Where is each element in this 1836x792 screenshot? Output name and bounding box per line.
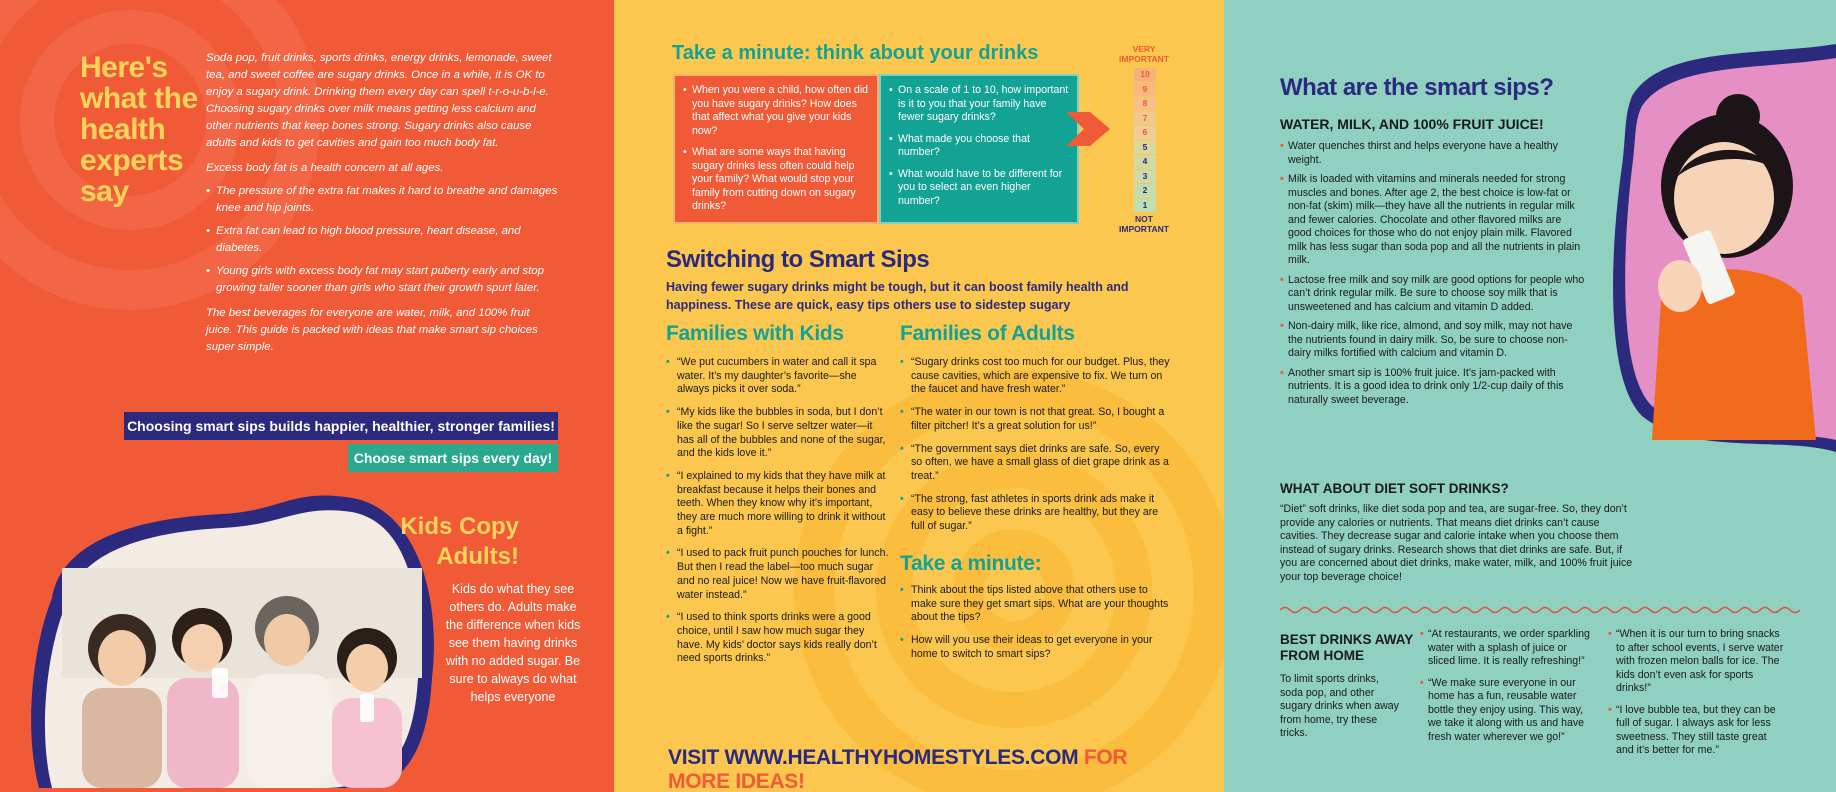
reflection-box-left (673, 74, 879, 224)
smart-sips-list (1280, 140, 1585, 413)
list-item: • “I explained to my kids that they have milk at breakfast because it helps their bones and teeth. When they know why it’s important, they are much more willing to drink it without a fight.” (666, 470, 890, 539)
list-item: • “I used to pack fruit punch pouches for lunch. But then I read the label—too much sugar and no real juice! Now we have fruit-flavored water instead.” (666, 547, 890, 602)
take-a-minute-heading: Take a minute: (900, 552, 1042, 575)
list-item: • Non-dairy milk, like rice, almond, and soy milk, may not have the nutrients found in dairy milk. So, be sure to choose non-dairy milks fortified with calcium and vitamin D. (1280, 320, 1585, 361)
list-item: • What would have to be different for you to select an even higher number? (889, 168, 1069, 209)
family-drinking-milk-photo (22, 478, 440, 788)
away-quotes-middle (1420, 628, 1590, 752)
list-item: • “We make sure everyone in our home has a fun, reusable water bottle they enjoy using. This way, we take it along with us and have fresh water wherever we go!” (1420, 677, 1590, 745)
smart-sips-subheading: WATER, MILK, AND 100% FRUIT JUICE! (1280, 116, 1544, 132)
more-ideas-text: FOR MORE IDEAS! (668, 746, 1128, 792)
fat-lead: Excess body fat is a health concern at all ages. (206, 162, 444, 174)
families-with-kids-heading: Families with Kids (666, 322, 844, 345)
scale-number: 3 (1134, 170, 1156, 184)
think-about-drinks-heading: Take a minute: think about your drinks (672, 42, 1039, 64)
list-item: • “The water in our town is not that great. So, I bought a filter pitcher! It’s a great solution for us!” (900, 406, 1170, 433)
scale-number: 4 (1134, 155, 1156, 169)
kids-title-line2: Adults! (436, 543, 519, 570)
health-text (206, 50, 558, 360)
intro-paragraph: Soda pop, fruit drinks, sports drinks, energy drinks, lemonade, sweet tea, and sweet coffee are sugary drinks. Once in a while, it is OK to enjoy a sugary drink. Drinking them every day can spell t-r-o-u-b-l-e. Choosing sugary drinks over milk means getting less calcium and other nutrients that keep bones strong. Sugary drinks also cause adults and kids to get cavities and gain too much body fat. (206, 52, 552, 149)
away-quotes-right (1608, 628, 1784, 766)
scale-label-top (1104, 44, 1184, 64)
diet-soft-drinks-text: “Diet” soft drinks, like diet soda pop and tea, are sugar-free. So, they don’t provide any calories or nutrients. That means diet drinks can’t cause cavities. They decrease sugar and calorie intake when you choose them instead of sugary drinks. Research shows that diet drinks are safe. But, if you are concerned about diet drinks, make water, milk, and 100% fruit juice your top beverage choice! (1280, 503, 1633, 583)
list-item: • “My kids like the bubbles in soda, but I don’t like the sugar! So I serve seltzer water—it has all of the bubbles and none of the sugar, and the kids love it.” (666, 406, 890, 461)
list-item: • “When it is our turn to bring snacks to after school events, I serve water with frozen melon balls for ice. The kids don’t even ask for sports drinks!” (1608, 628, 1784, 696)
list-item: • On a scale of 1 to 10, how important is it to you that your family have fewer sugary drinks? (889, 84, 1069, 125)
kids-copy-adults-heading (384, 512, 519, 572)
list-item: • “The government says diet drinks are safe. So, every so often, we have a small glass of diet grape drink as a treat.” (900, 443, 1170, 484)
scale-number: 6 (1134, 126, 1156, 140)
health-bullets (206, 183, 558, 297)
list-item: • Young girls with excess body fat may start puberty early and stop growing taller sooner than girls who start their growth spurt later. (206, 263, 558, 297)
panel-smart-sips (1224, 0, 1836, 792)
panel-health-experts (0, 0, 614, 792)
scale-number: 7 (1134, 112, 1156, 126)
best-drinks-away-text: To limit sports drinks, soda pop, and other sugary drinks when away from home, try these tricks. (1280, 673, 1399, 739)
banner-smart-sips: Choosing smart sips builds happier, healthier, stronger families! (124, 412, 558, 440)
scale-top-line2: IMPORTANT (1119, 54, 1169, 64)
list-item: • “I used to think sports drinks were a good choice, until I saw how much sugar they have. My kids’ doctor says kids really don’t need sports drinks.” (666, 611, 890, 666)
list-item: • What are some ways that having sugary drinks less often could help your family? What would stop your family from cutting down on sugary drinks? (683, 146, 869, 214)
list-item: • “The strong, fast athletes in sports drink ads make it easy to believe these drinks are healthy, but they are full of sugar.” (900, 493, 1170, 534)
list-item: • Another smart sip is 100% fruit juice. It’s jam-packed with nutrients. It is a good idea to drink only 1/2-cup daily of this naturally sweet beverage. (1280, 367, 1585, 408)
list-item: • “I love bubble tea, but they can be full of sugar. I always ask for less sweetness. They still taste great and it’s better for me.” (1608, 704, 1784, 758)
adult-quotes-list (900, 356, 1170, 543)
families-of-adults-heading: Families of Adults (900, 322, 1075, 345)
scale-label-bottom (1104, 214, 1184, 234)
take-a-minute-list (900, 584, 1170, 671)
wavy-divider (1280, 604, 1800, 616)
list-item: • “Sugary drinks cost too much for our budget. Plus, they cause cavities, which are expensive to fix. We turn on the faucet and have fresh water.” (900, 356, 1170, 397)
switching-subheading: Having fewer sugary drinks might be tough, but it can boost family health and happiness. These are quick, easy tips others use to sidestep sugary (666, 280, 1129, 312)
scale-bottom-line1: NOT (1135, 214, 1153, 224)
list-item: • How will you use their ideas to get everyone in your home to switch to smart sips? (900, 634, 1170, 661)
scale-number: 1 (1134, 199, 1156, 213)
scale-number: 10 (1134, 68, 1156, 82)
girl-drinking-milk-photo (1602, 36, 1836, 452)
banner-every-day: Choose smart sips every day! (348, 444, 558, 472)
list-item: • The pressure of the extra fat makes it hard to breathe and damages knee and hip joints. (206, 183, 558, 217)
scale-bottom-line2: IMPORTANT (1119, 224, 1169, 234)
best-drinks-away-heading: BEST DRINKS AWAY FROM HOME (1280, 632, 1414, 663)
scale-number: 8 (1134, 97, 1156, 111)
panel-switching-smart-sips (614, 0, 1224, 792)
switching-heading: Switching to Smart Sips (666, 246, 930, 273)
importance-scale (1134, 68, 1156, 213)
list-item: • Extra fat can lead to high blood pressure, heart disease, and diabetes. (206, 223, 558, 257)
kids-title-line1: Kids Copy (400, 513, 519, 540)
diet-soft-drinks-heading: WHAT ABOUT DIET SOFT DRINKS? (1280, 481, 1509, 496)
scale-top-line1: VERY (1132, 44, 1156, 54)
list-item: • When you were a child, how often did you have sugary drinks? How does that affect what you give your kids now? (683, 84, 869, 138)
list-item: • Lactose free milk and soy milk are good options for people who can’t drink regular milk. Be sure to choose soy milk that is unsweetened and has calcium and vitamin D added. (1280, 274, 1585, 315)
kids-quotes-list (666, 356, 890, 675)
list-item: • Water quenches thirst and helps everyone have a healthy weight. (1280, 140, 1585, 167)
website-link[interactable]: VISIT WWW.HEALTHYHOMESTYLES.COM (668, 746, 1079, 769)
reflection-box-right (879, 74, 1079, 224)
list-item: • What made you choose that number? (889, 133, 1069, 160)
scale-number: 2 (1134, 184, 1156, 198)
scale-number: 9 (1134, 83, 1156, 97)
list-item: • “At restaurants, we order sparkling water with a splash of juice or sliced lime. It is really refreshing!” (1420, 628, 1590, 669)
list-item: • Milk is loaded with vitamins and minerals needed for strong muscles and bones. After age 2, the best choice is low-fat or non-fat (skim) milk—they have all the nutrients in regular milk and fewer calories. Chocolate and other flavored milks are good choices for those who do not enjoy plain milk. Flavored milk has less sugar than soda pop and all the nutrients in plain milk. (1280, 173, 1585, 268)
list-item: • “We put cucumbers in water and call it spa water. It’s my daughter’s favorite—she always picks it over soda.” (666, 356, 890, 397)
page-title: Here's what the health experts say (80, 51, 198, 208)
visit-website-line (668, 746, 1188, 792)
scale-number: 5 (1134, 141, 1156, 155)
closing-paragraph: The best beverages for everyone are water, milk, and 100% fruit juice. This guide is packed with ideas that make smart sip choices super simple. (206, 307, 538, 353)
kids-copy-text: Kids do what they see others do. Adults make the difference when kids see them having drinks with no added sugar. Be sure to always do what helps everyone (445, 582, 581, 704)
chevron-right-icon (1066, 108, 1124, 150)
smart-sips-heading: What are the smart sips? (1280, 74, 1554, 101)
list-item: • Think about the tips listed above that others use to make sure they get smart sips. What are your thoughts about the tips? (900, 584, 1170, 625)
